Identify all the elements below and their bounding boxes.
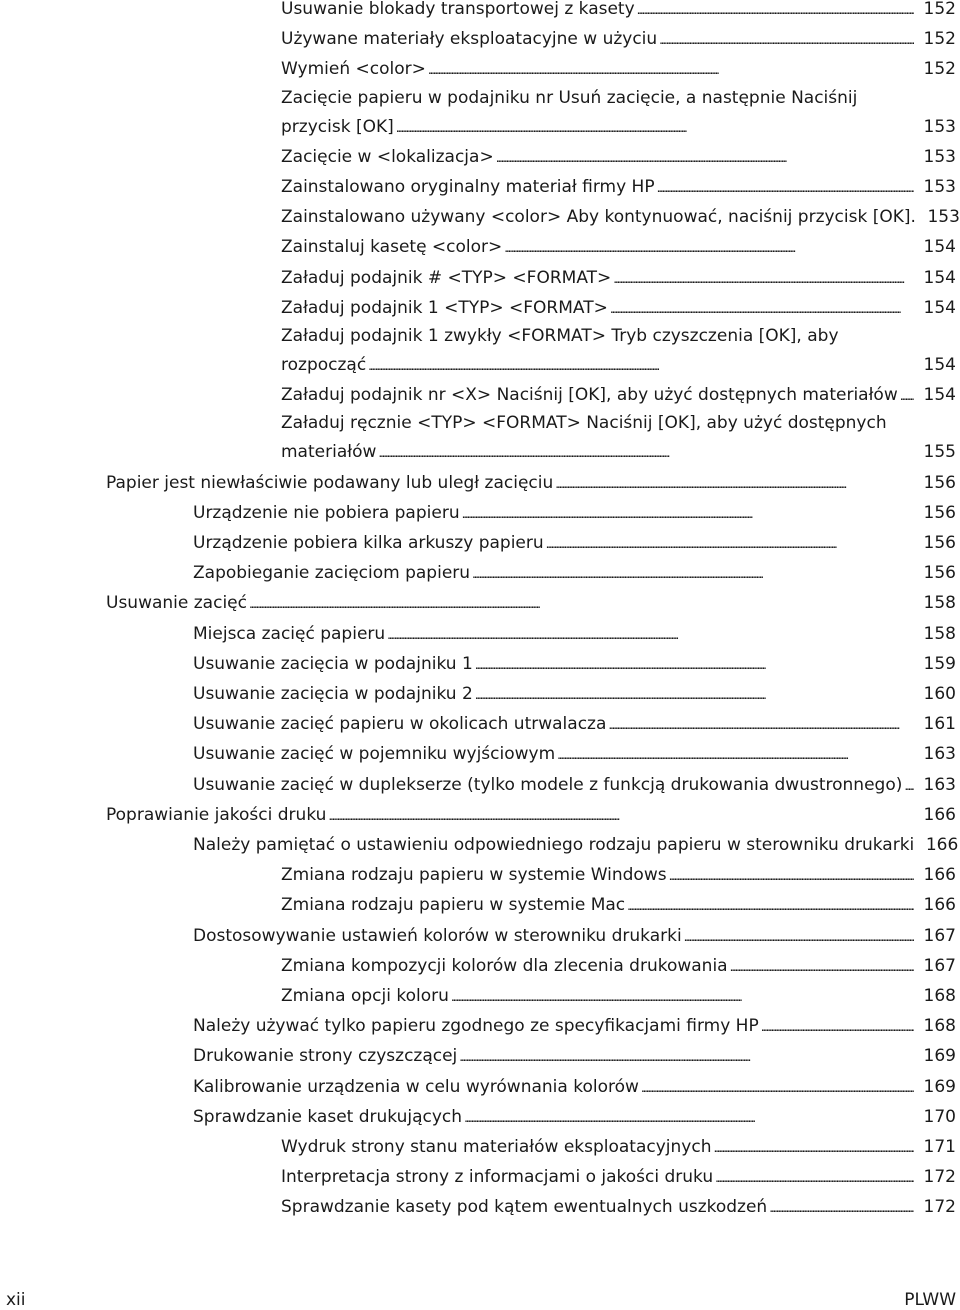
toc-entry-title: rozpocząć: [281, 355, 367, 375]
toc-entry-page: 163: [923, 744, 956, 765]
toc-entry-title: Załaduj podajnik nr <X> Naciśnij [OK], aby użyć dostępnych materiałów: [281, 385, 898, 406]
toc-entry-page: 154: [923, 237, 956, 258]
toc-entry-page: 152: [923, 59, 956, 80]
dot-leader: [769, 1192, 914, 1223]
toc-entry-page: 156: [923, 533, 956, 553]
toc-entry-title-line: Załaduj podajnik 1 zwykły <FORMAT> Tryb czyszczenia [OK], aby: [281, 326, 839, 346]
toc-entry[interactable]: [106, 468, 960, 498]
dot-leader: [557, 739, 914, 770]
dot-leader: [610, 293, 914, 324]
toc-entry-page: 156: [923, 472, 956, 493]
toc-entry-title: Zmiana opcji koloru: [281, 986, 449, 1006]
toc-entry[interactable]: [281, 172, 960, 202]
toc-entry-title: Kalibrowanie urządzenia w celu wyrównania kolorów: [193, 1076, 639, 1097]
toc-entry-title: Zacięcie w <lokalizacja>: [281, 146, 494, 167]
dot-leader: [715, 1162, 914, 1193]
dot-leader: [328, 800, 914, 831]
toc-entry-page: 170: [923, 1106, 956, 1127]
dot-leader: [496, 142, 914, 173]
toc-entry[interactable]: [281, 323, 960, 380]
toc-entry-title: Miejsca zacięć papieru: [193, 623, 386, 644]
toc-entry-page: 153: [927, 207, 960, 228]
toc-entry-page: 172: [923, 1167, 956, 1188]
toc-entry[interactable]: [281, 890, 960, 920]
toc-entry-title: Papier jest niewłaściwie podawany lub uległ zacięciu: [106, 472, 554, 493]
toc-entry-page: 169: [923, 1076, 956, 1097]
toc-entry[interactable]: [193, 649, 960, 679]
toc-entry-page: 169: [923, 1046, 956, 1067]
toc-entry-page: 159: [923, 653, 956, 674]
toc-entry[interactable]: [193, 921, 960, 951]
toc-entry-title-line: Załaduj ręcznie <TYP> <FORMAT> Naciśnij [OK], aby użyć dostępnych: [281, 413, 887, 434]
toc-entry[interactable]: [106, 588, 960, 618]
toc-entry-title: Zainstaluj kasetę <color>: [281, 237, 503, 258]
dot-leader: [555, 468, 914, 499]
toc-entry-page: 154: [923, 297, 956, 318]
toc-entry-title: Urządzenie nie pobiera papieru: [193, 502, 460, 523]
toc-entry-title: Zmiana rodzaju papieru w systemie Mac: [281, 895, 626, 916]
dot-leader: [462, 498, 914, 529]
toc-entry-title: Załaduj podajnik 1 <TYP> <FORMAT>: [281, 297, 608, 318]
dot-leader: [657, 172, 914, 203]
toc-entry[interactable]: [193, 528, 960, 558]
toc-entry[interactable]: [193, 679, 960, 709]
toc-entry-title: materiałów: [281, 442, 377, 463]
toc-entry-title: Urządzenie pobiera kilka arkuszy papieru: [193, 533, 544, 553]
dot-leader: [396, 112, 914, 143]
toc-entry-page: 167: [923, 955, 956, 976]
toc-entry-title: Zmiana rodzaju papieru w systemie Windows: [281, 865, 667, 886]
dot-leader: [900, 380, 914, 411]
toc-entry-page: 153: [923, 116, 956, 137]
dot-leader: [904, 770, 914, 801]
dot-leader: [368, 350, 914, 381]
toc-entry-title: Usuwanie blokady transportowej z kasety: [281, 0, 635, 19]
toc-entry-page: 161: [923, 714, 956, 735]
toc-entry[interactable]: [281, 380, 960, 410]
toc-entry-title: Załaduj podajnik # <TYP> <FORMAT>: [281, 267, 612, 288]
toc-entry[interactable]: [106, 800, 960, 830]
toc-entry-title: Usuwanie zacięć: [106, 593, 247, 614]
toc-entry-title: Zapobieganie zacięciom papieru: [193, 563, 471, 584]
toc-entry-title: Używane materiały eksploatacyjne w użyciu: [281, 29, 658, 50]
toc-entry-page: 166: [925, 835, 959, 855]
toc-entry[interactable]: [281, 85, 960, 142]
toc-entry-page: 158: [923, 623, 956, 644]
toc-entry-page: 153: [923, 146, 956, 167]
dot-leader: [761, 1011, 914, 1042]
toc-entry-title: Zmiana kompozycji kolorów dla zlecenia drukowania: [281, 955, 728, 976]
toc-entry-title: Zainstalowano używany <color> Aby kontynuować, naciśnij przycisk [OK].: [281, 207, 916, 228]
dot-leader: [249, 588, 914, 619]
toc-entry[interactable]: [281, 24, 960, 54]
toc-entry[interactable]: [281, 1132, 960, 1162]
dot-leader: [627, 890, 914, 921]
toc-entry-page: 168: [923, 986, 956, 1006]
dot-leader: [378, 437, 914, 468]
toc-entry[interactable]: [281, 1192, 960, 1222]
dot-leader: [684, 921, 914, 952]
toc-entry[interactable]: [193, 1011, 960, 1041]
toc-entry-title: Wydruk strony stanu materiałów eksploatacyjnych: [281, 1137, 712, 1157]
toc-entry-title-line: Zacięcie papieru w podajniku nr Usuń zacięcie, a następnie Naciśnij: [281, 87, 858, 108]
toc-entry-title: Dostosowywanie ustawień kolorów w sterowniku drukarki: [193, 925, 682, 946]
toc-entry-page: 171: [923, 1137, 956, 1157]
toc-entry-title: Należy pamiętać o ustawieniu odpowiedniego rodzaju papieru w sterowniku drukarki: [193, 835, 915, 855]
dot-leader: [730, 951, 914, 982]
toc-entry-page: 154: [923, 267, 956, 288]
dot-leader: [472, 558, 914, 589]
toc-entry-title: Interpretacja strony z informacjami o jakości druku: [281, 1167, 714, 1188]
toc-entry[interactable]: [193, 1102, 960, 1132]
toc-entry[interactable]: [281, 860, 960, 890]
dot-leader: [608, 709, 914, 740]
toc-entry[interactable]: [281, 54, 960, 84]
toc-entry-title: Usuwanie zacięć w duplekserze (tylko modele z funkcją drukowania dwustronnego): [193, 774, 903, 795]
toc-entry-title: Wymień <color>: [281, 59, 426, 80]
toc-entry-page: 158: [923, 593, 956, 614]
toc-entry[interactable]: [193, 558, 960, 588]
toc-entry[interactable]: [281, 410, 960, 467]
toc-entry-title: Zainstalowano oryginalny materiał firmy HP: [281, 177, 655, 197]
toc-entry-page: 154: [923, 385, 956, 406]
dot-leader: [464, 1102, 914, 1133]
dot-leader: [387, 619, 914, 650]
toc-entry[interactable]: [281, 1162, 960, 1192]
dot-leader: [475, 649, 914, 680]
dot-leader: [428, 54, 914, 85]
toc-entry-title: Usuwanie zacięcia w podajniku 1: [193, 653, 473, 674]
toc-entry-page: 166: [923, 895, 956, 916]
dot-leader: [659, 24, 914, 55]
toc-entry[interactable]: [193, 739, 960, 769]
dot-leader: [637, 0, 914, 25]
toc-entry-title: Sprawdzanie kaset drukujących: [193, 1106, 463, 1127]
toc-entry-page: 152: [923, 29, 956, 50]
toc-entry-page: 167: [923, 925, 956, 946]
toc-entry-title: Należy używać tylko papieru zgodnego ze specyfikacjami firmy HP: [193, 1016, 759, 1037]
toc-entry-page: 152: [923, 0, 956, 19]
dot-leader: [504, 232, 914, 263]
toc-entry[interactable]: [281, 951, 960, 981]
toc-entry-page: 172: [923, 1197, 956, 1218]
toc-entry-title: Poprawianie jakości druku: [106, 804, 327, 825]
toc-entry[interactable]: [193, 770, 960, 800]
dot-leader: [641, 1072, 914, 1103]
toc-entry-title: Usuwanie zacięć papieru w okolicach utrwalacza: [193, 714, 607, 735]
toc-entry-title: Sprawdzanie kasety pod kątem ewentualnych uszkodzeń: [281, 1197, 768, 1218]
toc-entry[interactable]: [193, 498, 960, 528]
toc-entry[interactable]: [281, 202, 960, 232]
document-code: PLWW: [904, 1290, 956, 1310]
toc-entry[interactable]: [281, 981, 960, 1011]
toc-entry-page: 166: [923, 865, 956, 886]
toc-entry-page: 168: [923, 1016, 956, 1037]
dot-leader: [459, 1041, 914, 1072]
toc-entry[interactable]: [193, 830, 960, 860]
toc-entry-page: 156: [923, 502, 956, 523]
toc-entry-page: 155: [923, 442, 956, 463]
toc-entry[interactable]: [281, 0, 960, 24]
toc-entry-page: 163: [923, 774, 956, 795]
dot-leader: [475, 679, 914, 710]
toc-entry[interactable]: [193, 709, 960, 739]
toc-entry-page: 153: [923, 177, 956, 197]
dot-leader: [451, 981, 914, 1012]
toc-entry-page: 160: [923, 684, 956, 704]
toc-entry[interactable]: [193, 1041, 960, 1071]
toc-entry[interactable]: [281, 263, 960, 293]
toc-entry-title: Usuwanie zacięć w pojemniku wyjściowym: [193, 744, 556, 765]
dot-leader: [546, 528, 914, 559]
toc-entry-page: 166: [923, 804, 956, 825]
dot-leader: [613, 263, 914, 294]
toc-entry-title: Drukowanie strony czyszczącej: [193, 1046, 458, 1067]
toc-entry[interactable]: [281, 142, 960, 172]
toc-entry[interactable]: [193, 1072, 960, 1102]
toc-entry-page: 154: [923, 355, 956, 375]
toc-entry[interactable]: [281, 232, 960, 262]
toc-entry-page: 156: [923, 563, 956, 584]
page-number: xii: [6, 1290, 26, 1310]
toc-entry-title: Usuwanie zacięcia w podajniku 2: [193, 684, 473, 704]
dot-leader: [713, 1132, 914, 1163]
dot-leader: [669, 860, 914, 891]
toc-entry[interactable]: [193, 619, 960, 649]
toc-entry-title: przycisk [OK]: [281, 116, 394, 137]
toc-entry[interactable]: [281, 293, 960, 323]
